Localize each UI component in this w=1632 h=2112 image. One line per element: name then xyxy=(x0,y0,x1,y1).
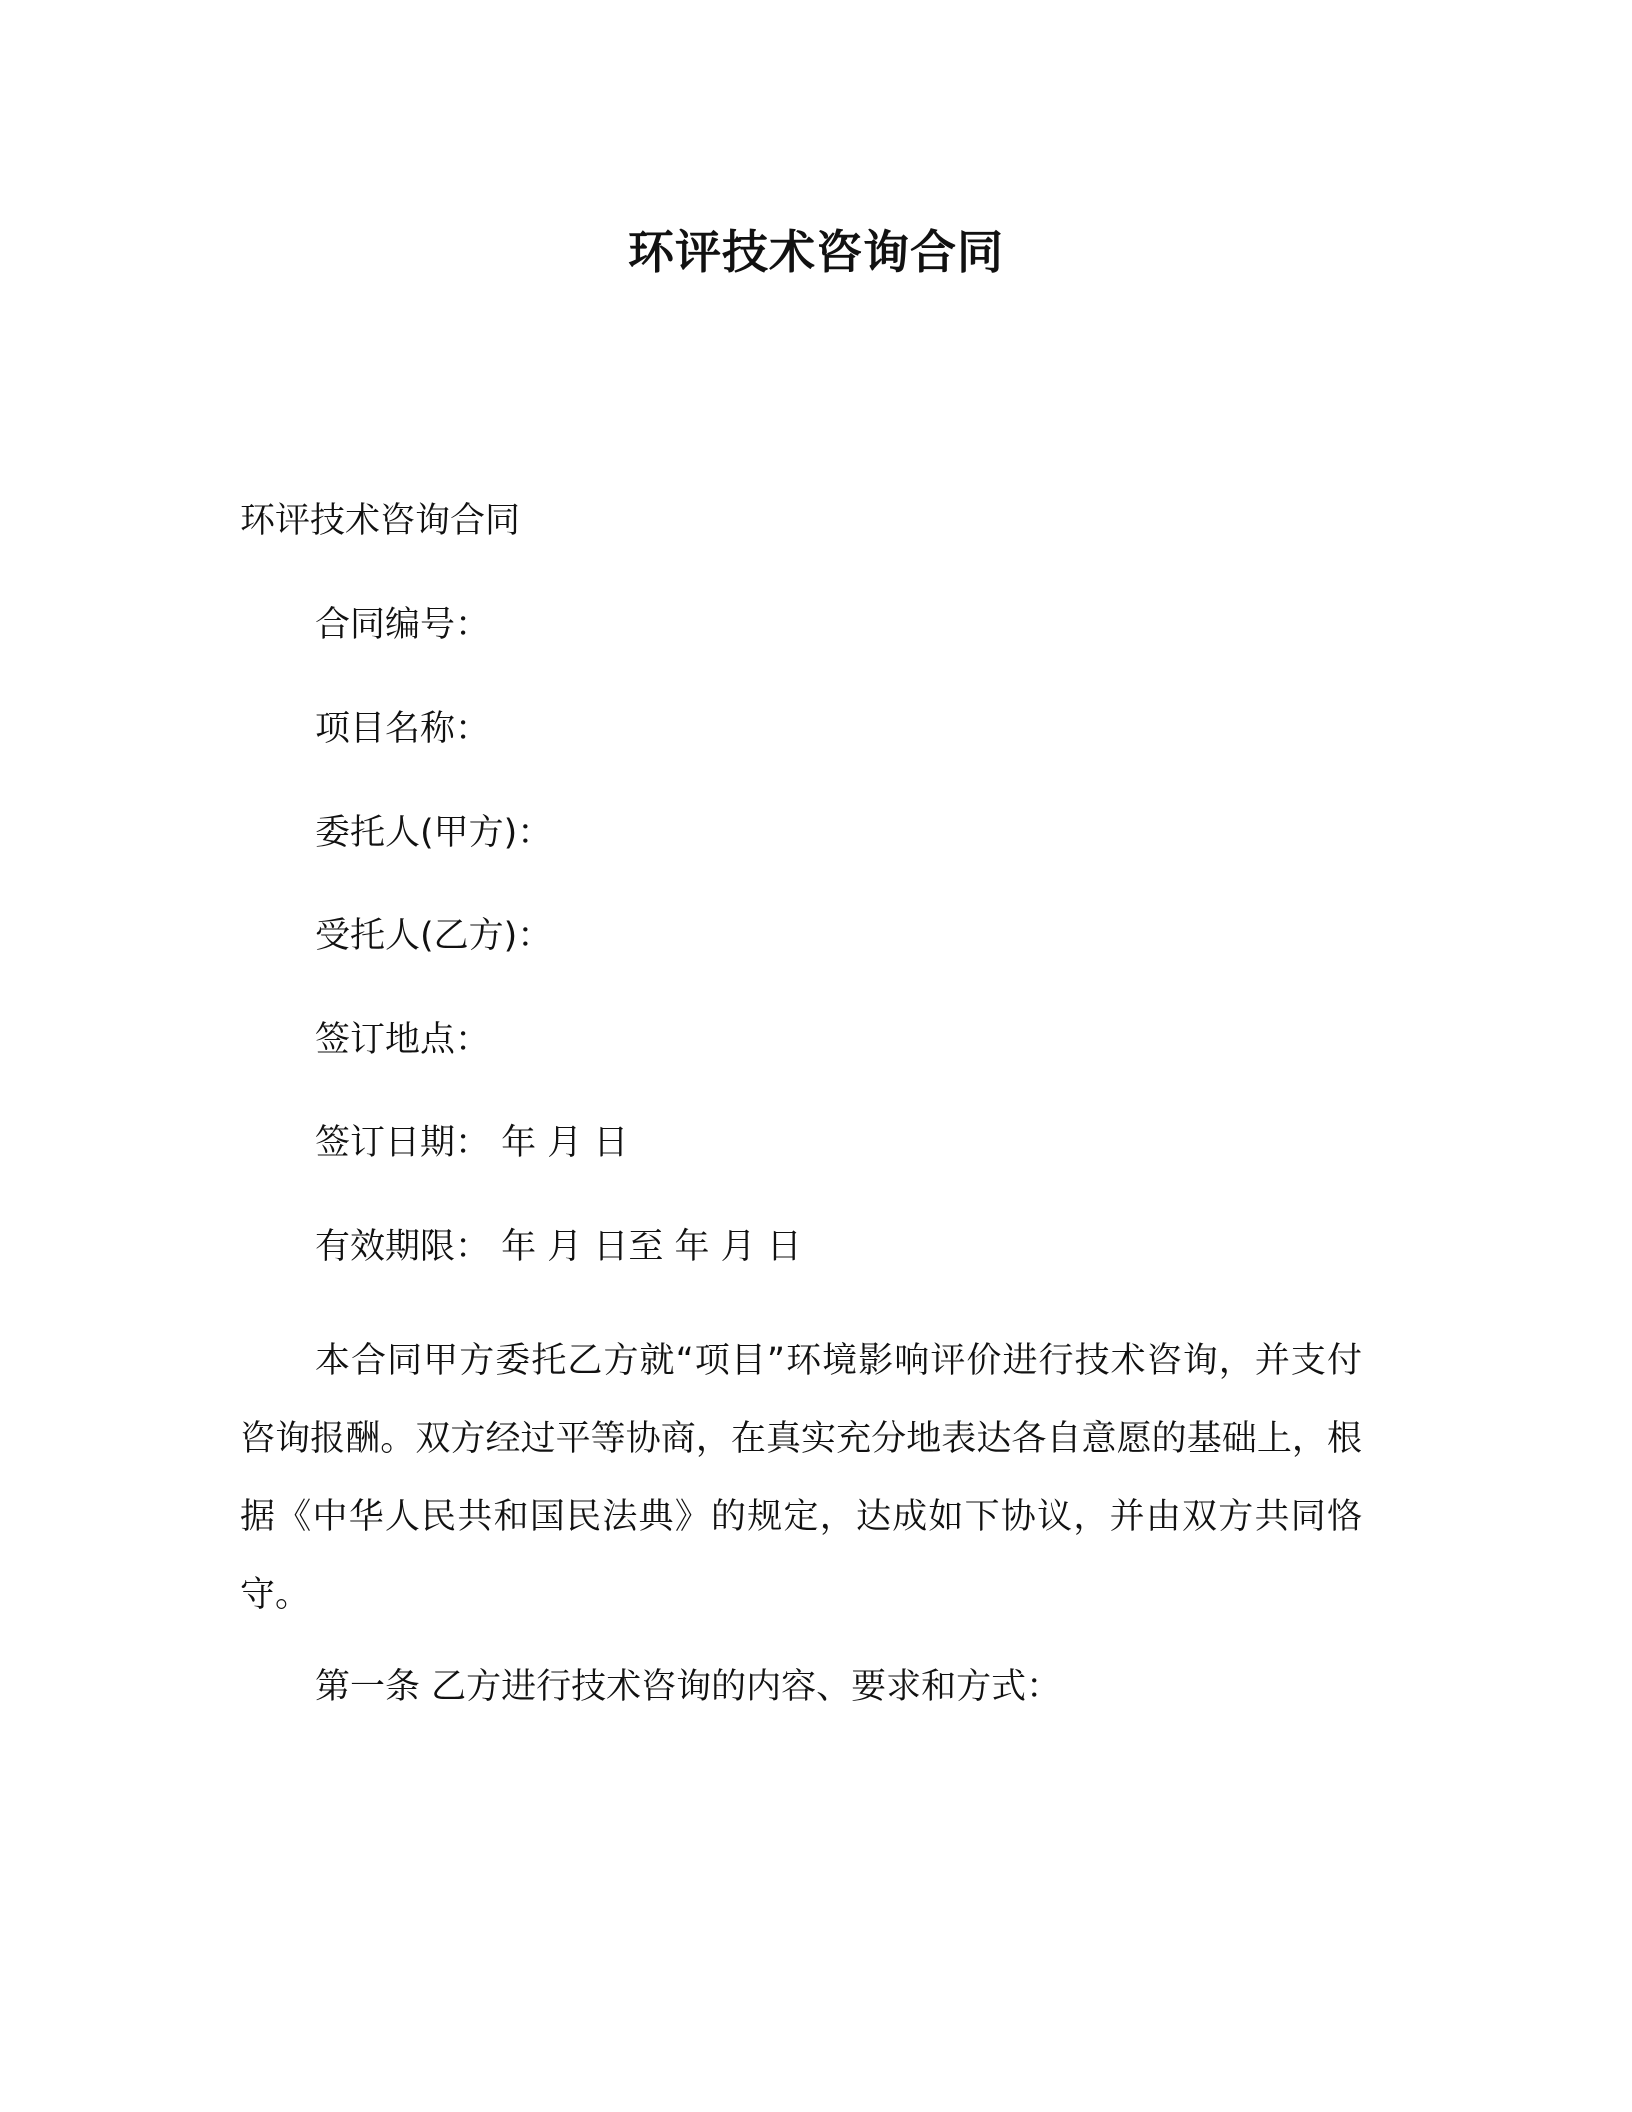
field-validity-period: 有效期限： 年 月 日至 年 月 日 xyxy=(315,1227,802,1267)
field-client-party-a: 委托人(甲方)： xyxy=(315,813,553,853)
document-title: 环评技术咨询合同 xyxy=(628,225,1004,279)
field-contractor-party-b: 受托人(乙方)： xyxy=(315,916,553,956)
field-signing-date: 签订日期： 年 月 日 xyxy=(315,1123,629,1163)
field-project-name: 项目名称： xyxy=(315,709,491,749)
intro-paragraph: 本合同甲方委托乙方就“项目”环境影响评价进行技术咨询，并支付咨询报酬。双方经过平等协商，在真实充分地表达各自意愿的基础上，根据《中华人民共和国民法典》的规定，达成如下协议，并由双方共同恪守。 xyxy=(240,1341,1362,1615)
document-subtitle: 环评技术咨询合同 xyxy=(240,501,521,541)
field-contract-number: 合同编号： xyxy=(315,605,491,645)
article-1-heading: 第一条 乙方进行技术咨询的内容、要求和方式： xyxy=(315,1667,1062,1707)
field-signing-place: 签订地点： xyxy=(315,1020,491,1060)
